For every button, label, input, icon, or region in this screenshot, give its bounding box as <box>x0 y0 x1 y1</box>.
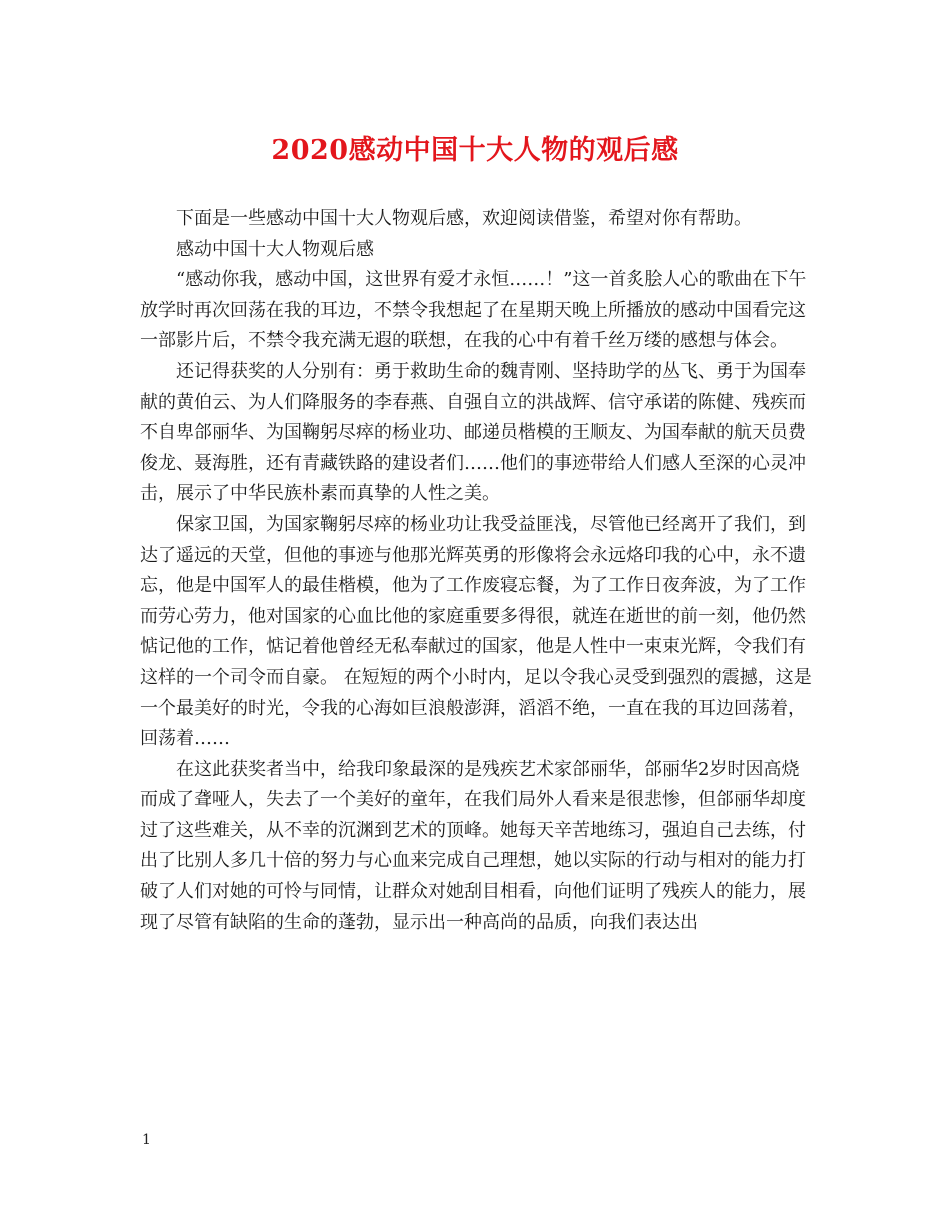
body-paragraph: 在这此获奖者当中，给我印象最深的是残疾艺术家郃丽华，郃丽华2岁时因高烧而成了聋哑人，失去了一个美好的童年，在我们局外人看来是很悲惨，但郃丽华却度过了这些难关，从不幸的沉渊到艺术的顶峰。她每天辛苦地练习，强迫自己去练，付出了比别人多几十倍的努力与心血来完成自己理想，她以实际的行动与相对的能力打破了人们对她的可怜与同情，让群众对她刮目相看，向他们证明了残疾人的能力，展现了尽管有缺陷的生命的蓬勃，显示出一种高尚的品质，向我们表达出 <box>140 758 806 933</box>
body-paragraph: 保家卫国，为国家鞠躬尽瘁的杨业功让我受益匪浅，尽管他已经离开了我们，到达了遥远的天堂，但他的事迹与他那光辉英勇的形像将会永远烙印我的心中，永不遗忘，他是中国军人的最佳楷模，他为了工作废寝忘餐，为了工作日夜奔波，为了工作而劳心劳力，他对国家的心血比他的家庭重要多得很，就连在逝世的前一刻，他仍然惦记他的工作，惦记着他曾经无私奉献过的国家，他是人性中一束束光辉，令我们有这样的一个司令而自豪。 在短短的两个小时内，足以令我心灵受到强烈的震撼，这是一个最美好的时光，令我的心海如巨浪般澎湃，滔滔不绝，一直在我的耳边回荡着，回荡着…… <box>140 513 812 750</box>
document-body <box>140 204 814 938</box>
intro-paragraph: 下面是一些感动中国十大人物观后感，欢迎阅读借鉴，希望对你有帮助。 <box>176 208 752 229</box>
page-number: 1 <box>142 1132 151 1148</box>
document-title: 2020感动中国十大人物的观后感 <box>271 135 679 166</box>
body-paragraph: “感动你我，感动中国，这世界有爱才永恒……！”这一首炙脍人心的歌曲在下午放学时再次回荡在我的耳边，不禁令我想起了在星期天晚上所播放的感动中国看完这一部影片后，不禁令我充满无遐的联想，在我的心中有着千丝万缕的感想与体会。 <box>140 269 807 352</box>
body-paragraph: 还记得获奖的人分别有：勇于救助生命的魏青刚、坚持助学的丛飞、勇于为国奉献的黄伯云、为人们降服务的李春燕、自强自立的洪战辉、信守承诺的陈健、残疾而不自卑郃丽华、为国鞠躬尽瘁的杨业功、邮递员楷模的王顺友、为国奉献的航天员费俊龙、聂海胜，还有青藏铁路的建设者们……他们的事迹带给人们感人至深的心灵冲击，展示了中华民族朴素而真挚的人性之美。 <box>140 360 806 505</box>
section-heading: 感动中国十大人物观后感 <box>176 238 374 260</box>
